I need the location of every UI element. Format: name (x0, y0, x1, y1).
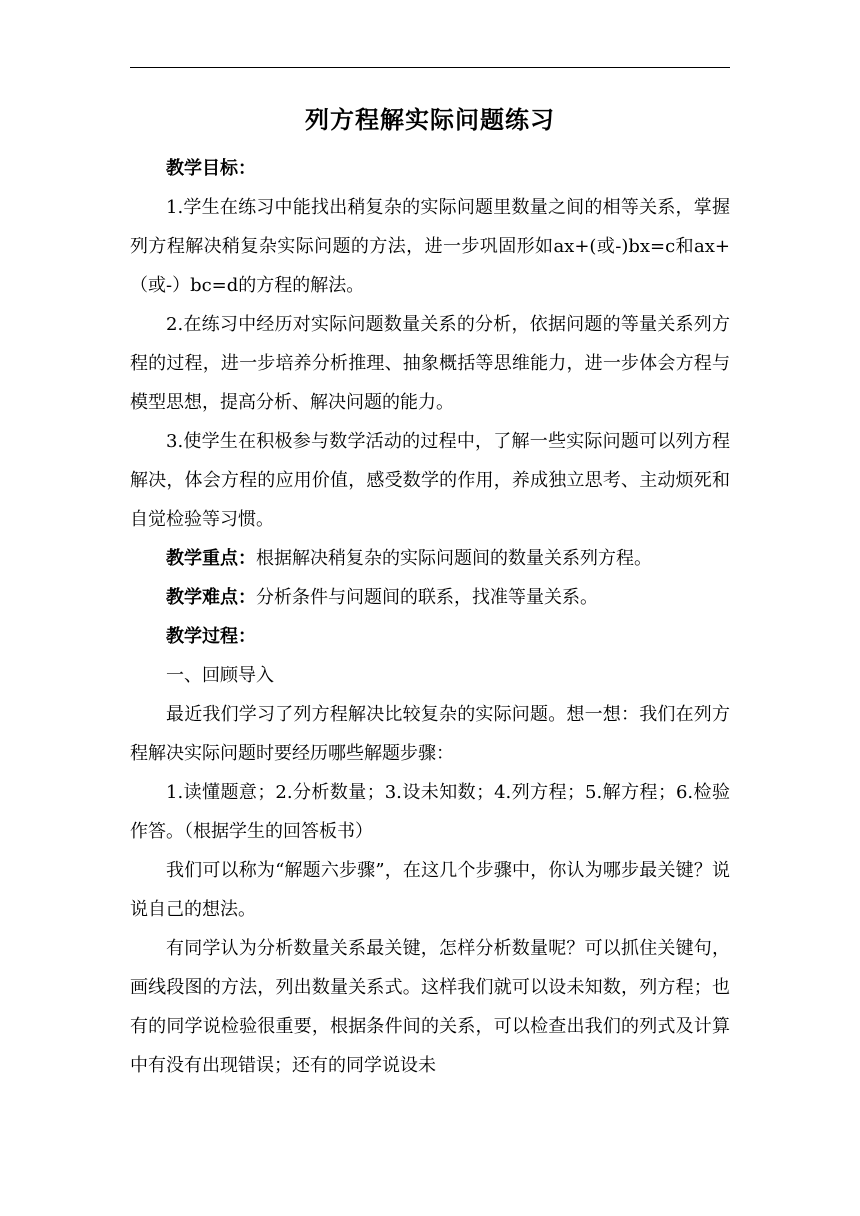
paragraph-4: 有同学认为分析数量关系最关键，怎样分析数量呢？可以抓住关键句，画线段图的方法，列出数量关系式。这样我们就可以设未知数，列方程；也有的同学说检验很重要，根据条件间的关系，可以检查出我们的列式及计算中有没有出现错误；还有的同学说设未 (130, 938, 730, 1076)
key-point-label: 教学重点： (166, 548, 256, 569)
goal-3: 3.使学生在积极参与数学活动的过程中，了解一些实际问题可以列方程解决，体会方程的应用价值，感受数学的作用，养成独立思考、主动烦死和自觉检验等习惯。 (130, 431, 730, 530)
key-point-text: 根据解决稍复杂的实际问题间的数量关系列方程。 (256, 548, 652, 569)
goal-2: 2.在练习中经历对实际问题数量关系的分析，依据问题的等量关系列方程的过程，进一步培养分析推理、抽象概括等思维能力，进一步体会方程与模型思想，提高分析、解决问题的能力。 (130, 314, 730, 413)
paragraph-1: 最近我们学习了列方程解决比较复杂的实际问题。想一想：我们在列方程解决实际问题时要经历哪些解题步骤： (130, 704, 730, 764)
paragraph-2: 1.读懂题意；2.分析数量；3.设未知数；4.列方程；5.解方程；6.检验作答。（根据学生的回答板书） (130, 782, 730, 842)
header-rule (130, 67, 730, 68)
difficulty-label: 教学难点： (166, 587, 256, 608)
goals-heading: 教学目标： (166, 158, 256, 179)
document-title: 列方程解实际问题练习 (305, 105, 555, 134)
key-point (130, 539, 730, 578)
difficulty-text: 分析条件与问题间的联系，找准等量关系。 (256, 587, 598, 608)
section-heading-1: 一、回顾导入 (166, 665, 274, 686)
goal-1: 1.学生在练习中能找出稍复杂的实际问题里数量之间的相等关系，掌握列方程解决稍复杂实际问题的方法，进一步巩固形如ax+(或-)bx=c和ax+（或-）bc=d的方程的解法。 (130, 197, 730, 296)
process-heading: 教学过程： (166, 626, 256, 647)
paragraph-3: 我们可以称为“解题六步骤”，在这几个步骤中，你认为哪步最关键？说说自己的想法。 (130, 860, 730, 920)
document-body (130, 149, 730, 1085)
difficulty (130, 578, 730, 617)
